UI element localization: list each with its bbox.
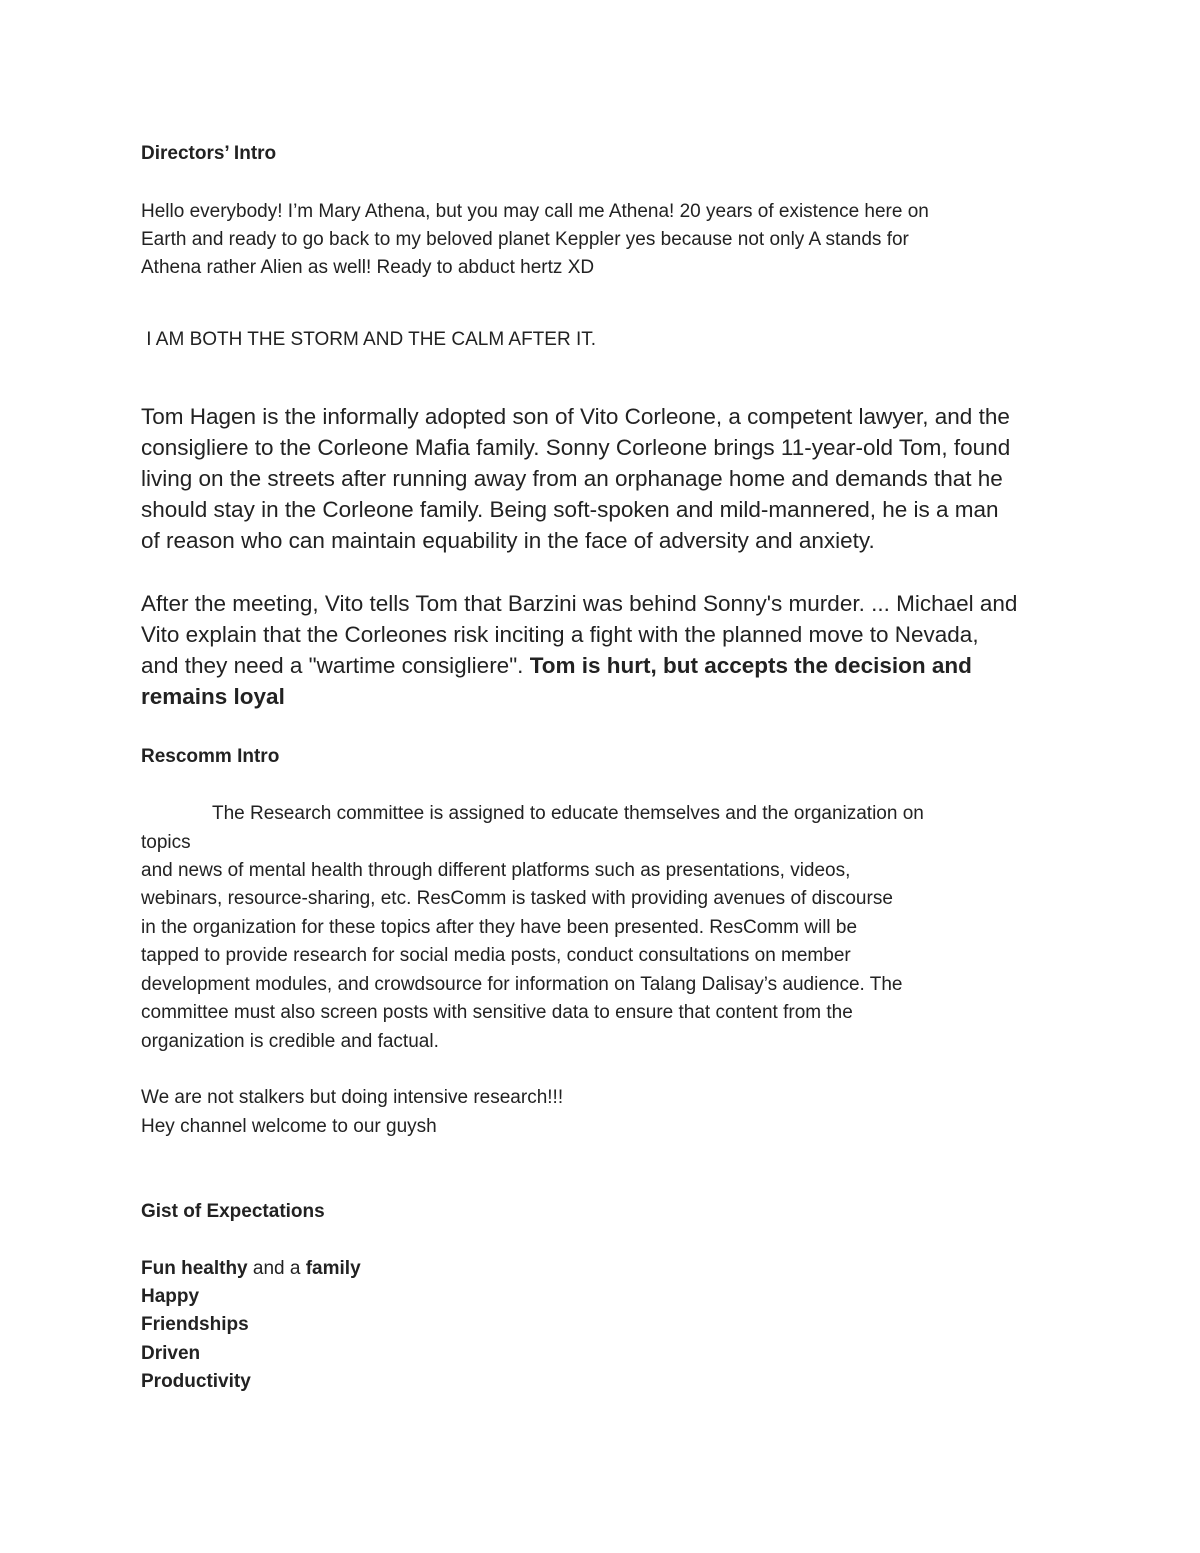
meeting-line-1: After the meeting, Vito tells Tom that Barzini was behind Sonny's murder. ... Michael and xyxy=(141,591,1018,616)
rescomm-closing-line-2: Hey channel welcome to our guysh xyxy=(141,1116,437,1137)
expectations-heading: Gist of Expectations xyxy=(141,1201,325,1222)
rescomm-body-line-7: development modules, and crowdsource for information on Talang Dalisay’s audience. The xyxy=(141,974,903,995)
meeting-line-2: Vito explain that the Corleones risk inciting a fight with the planned move to Nevada, xyxy=(141,622,979,647)
directors-intro-line-1: Hello everybody! I’m Mary Athena, but you may call me Athena! 20 years of existence here on xyxy=(141,201,929,222)
expectations-item: Productivity xyxy=(141,1371,251,1392)
directors-intro-line-2: Earth and ready to go back to my beloved planet Keppler yes because not only A stands for xyxy=(141,229,909,250)
expectations-first-plain: and a xyxy=(247,1258,306,1279)
rescomm-body-line-1: The Research committee is assigned to educate themselves and the organization on xyxy=(212,803,924,824)
expectations-item: Friendships xyxy=(141,1314,249,1335)
directors-intro-line-3: Athena rather Alien as well! Ready to abduct hertz XD xyxy=(141,257,595,278)
rescomm-body-line-4: webinars, resource-sharing, etc. ResComm is tasked with providing avenues of discourse xyxy=(141,888,893,909)
meeting-line-3-bold: Tom is hurt, but accepts the decision and xyxy=(529,653,972,678)
tom-hagen-line-4: should stay in the Corleone family. Being soft-spoken and mild-mannered, he is a man xyxy=(141,497,999,522)
rescomm-body-line-8: committee must also screen posts with sensitive data to ensure that content from the xyxy=(141,1002,853,1023)
directors-motto: I AM BOTH THE STORM AND THE CALM AFTER IT. xyxy=(141,329,597,350)
meeting-line-3-plain: and they need a "wartime consigliere". xyxy=(141,653,530,678)
tom-hagen-line-1: Tom Hagen is the informally adopted son of Vito Corleone, a competent lawyer, and the xyxy=(141,404,1010,429)
rescomm-closing-line-1: We are not stalkers but doing intensive research!!! xyxy=(141,1087,564,1108)
meeting-line-3 xyxy=(141,650,972,681)
expectations-first-bold-a: Fun healthy xyxy=(141,1258,248,1279)
directors-intro-heading: Directors’ Intro xyxy=(141,143,277,164)
rescomm-body-line-9: organization is credible and factual. xyxy=(141,1031,439,1052)
rescomm-body-line-3: and news of mental health through different platforms such as presentations, videos, xyxy=(141,860,851,881)
rescomm-intro-heading: Rescomm Intro xyxy=(141,746,280,767)
tom-hagen-line-3: living on the streets after running away from an orphanage home and demands that he xyxy=(141,466,1003,491)
rescomm-body-line-2: topics xyxy=(141,832,191,853)
expectations-item: Happy xyxy=(141,1286,200,1307)
rescomm-body-line-6: tapped to provide research for social media posts, conduct consultations on member xyxy=(141,945,851,966)
tom-hagen-line-5: of reason who can maintain equability in the face of adversity and anxiety. xyxy=(141,528,875,553)
expectations-item: Driven xyxy=(141,1343,201,1364)
rescomm-body-line-5: in the organization for these topics after they have been presented. ResComm will be xyxy=(141,917,858,938)
meeting-line-4-bold: remains loyal xyxy=(141,684,285,709)
expectations-first-bold-b: family xyxy=(305,1258,361,1279)
tom-hagen-line-2: consigliere to the Corleone Mafia family. Sonny Corleone brings 11-year-old Tom, found xyxy=(141,435,1011,460)
expectations-item-first xyxy=(141,1255,361,1283)
